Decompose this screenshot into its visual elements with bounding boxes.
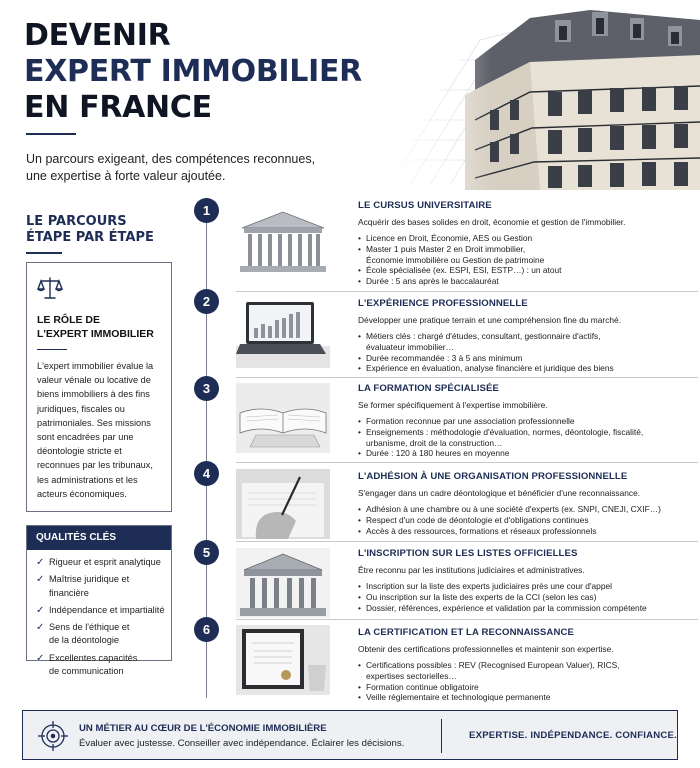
step-bullet: • Durée : 120 à 180 heures en moyenne [358,448,696,459]
quality-label: Excellentes capacités de communication [49,652,138,677]
step-bullet: • Formation continue obligatoire [358,682,696,693]
quality-label: Indépendance et impartialité [49,604,165,615]
quality-item [36,621,131,648]
title-line-3: EN FRANCE [24,90,212,125]
step-bullet: • Ou inscription sur la liste des experts de la CCI (selon les cas) [358,592,696,603]
parcours-line-2: ÉTAPE PAR ÉTAPE [26,230,154,245]
quality-item [36,652,148,679]
step-bullet: • Adhésion à une chambre ou à une société d'experts (ex. SNPI, CNEJI, CXIF…) [358,504,696,515]
step-bullet: • Durée : 5 ans après le baccalauréat [358,276,696,287]
step-number-1: 1 [194,198,219,223]
step-separator [236,619,698,620]
parcours-heading [26,214,154,246]
check-icon: ✓ [36,574,45,586]
step-description: Acquérir des bases solides en droit, économie et gestion de l'immobilier. [358,217,626,227]
step-number-4: 4 [194,461,219,486]
laptop-chart-image [236,298,330,368]
target-icon [37,720,69,752]
subtitle [26,151,315,185]
university-building-image [236,204,330,274]
step-3 [358,383,696,459]
step-1 [358,200,696,287]
step-description: Se former spécifiquement à l'expertise immobilière. [358,400,548,410]
step-bullets [358,331,696,374]
check-icon: ✓ [36,557,45,568]
parcours-line-1: LE PARCOURS [26,214,127,229]
step-bullet: • Inscription sur la liste des experts judiciaires près une cour d'appel [358,581,696,592]
signing-hand-image [236,469,330,539]
step-title: LA CERTIFICATION ET LA RECONNAISSANCE [358,627,575,638]
courthouse-image [236,548,330,618]
step-bullet: • Dossier, références, expérience et validation par la commission compétente [358,603,696,614]
step-number-3: 3 [194,376,219,401]
step-bullet: • École spécialisée (ex. ESPI, ESI, ESTP…) : un atout [358,265,696,276]
step-bullet: • Respect d'un code de déontologie et d'obligations continues [358,515,696,526]
step-bullets [358,581,696,613]
step-bullet: • Durée recommandée : 3 à 5 ans minimum [358,353,696,364]
step-number-5: 5 [194,540,219,565]
quality-item [36,573,167,600]
step-number-6: 6 [194,617,219,642]
step-bullet: • Expérience en évaluation, analyse financière et juridique des biens [358,363,696,374]
check-icon: ✓ [36,652,45,664]
step-description: Développer une pratique terrain et une compréhension fine du marché. [358,315,622,325]
title-line-1: DEVENIR [24,18,171,53]
step-number-2: 2 [194,289,219,314]
step-bullets [358,660,696,703]
step-bullet: • Métiers clés : chargé d'études, consultant, gestionnaire d'actifs, évaluateur immobilier… [358,331,638,353]
step-title: L'EXPÉRIENCE PROFESSIONNELLE [358,298,528,309]
step-bullet: • Licence en Droit, Économie, AES ou Gestion [358,233,696,244]
qualities-list [27,550,171,678]
step-bullet: • Master 1 puis Master 2 en Droit immobilier, Économie immobilière ou Gestion de patrimoine [358,244,548,266]
check-icon: ✓ [36,604,45,616]
footer-title: UN MÉTIER AU CŒUR DE L'ÉCONOMIE IMMOBILIÈRE [79,723,327,734]
role-title [37,313,154,341]
quality-label: Rigueur et esprit analytique [49,557,161,567]
quality-label: Sens de l'éthique et de la déontologie [49,622,130,646]
step-bullet: • Veille réglementaire et technologique permanente [358,692,696,703]
open-book-image [236,383,330,453]
qualities-title: QUALITÉS CLÉS [27,526,171,550]
check-icon: ✓ [36,622,45,634]
step-description: Obtenir des certifications professionnelles et maintenir son expertise. [358,644,614,654]
step-bullet: • Enseignements : méthodologie d'évaluation, normes, déontologie, fiscalité, urbanisme, droit de la construction… [358,427,648,449]
quality-label: Maîtrise juridique et financière [49,574,130,598]
certificate-frame-image [236,625,330,695]
role-title-line-1: LE RÔLE DE [37,314,101,326]
subtitle-line-1: Un parcours exigeant, des compétences reconnues, [26,152,316,166]
role-box [26,262,172,512]
scales-icon [37,275,63,301]
step-5 [358,548,696,613]
page-title [24,18,384,126]
step-2 [358,298,696,374]
role-description: L'expert immobilier évalue la valeur vénale ou locative de biens immobiliers à des fins juridiques, fiscales ou patrimoniales. Ses missions sont encadrées par une déontologie stricte et reconnues par les tribunaux, les administrations et les acteurs économiques. [37,361,154,499]
step-description: S'engager dans un cadre déontologique et bénéficier d'une reconnaissance. [358,488,641,498]
step-bullet: • Accès à des ressources, formations et réseaux professionnels [358,526,696,537]
subtitle-line-2: une expertise à forte valeur ajoutée. [26,169,226,183]
footer-motto: EXPERTISE. INDÉPENDANCE. CONFIANCE. [469,730,677,741]
step-title: L'INSCRIPTION SUR LES LISTES OFFICIELLES [358,548,578,559]
quality-item [36,556,167,569]
qualities-box [26,525,172,677]
step-bullet: • Formation reconnue par une association professionnelle [358,416,696,427]
footer-divider [441,719,442,753]
step-separator [236,291,698,292]
step-title: LA FORMATION SPÉCIALISÉE [358,383,499,394]
step-separator [236,541,698,542]
haussmann-building-illustration [380,0,700,190]
step-bullets [358,416,696,459]
footer-banner [22,710,678,760]
step-4 [358,471,696,536]
step-separator [236,377,698,378]
step-bullets [358,233,696,287]
step-description: Être reconnu par les institutions judiciaires et administratives. [358,565,585,575]
step-title: LE CURSUS UNIVERSITAIRE [358,200,492,211]
title-line-2: EXPERT IMMOBILIER [24,54,362,89]
parcours-divider [26,252,62,254]
footer-text: Évaluer avec justesse. Conseiller avec indépendance. Éclairer les décisions. [79,738,405,749]
step-title: L'ADHÉSION À UNE ORGANISATION PROFESSIONNELLE [358,471,628,482]
step-separator [236,462,698,463]
step-6 [358,627,696,703]
role-divider [37,349,67,350]
title-divider [26,133,76,135]
step-bullet: • Certifications possibles : REV (Recognised European Valuer), RICS, expertises sectorielles… [358,660,623,682]
quality-item [36,604,167,617]
role-title-line-2: L'EXPERT IMMOBILIER [37,328,154,340]
step-bullets [358,504,696,536]
